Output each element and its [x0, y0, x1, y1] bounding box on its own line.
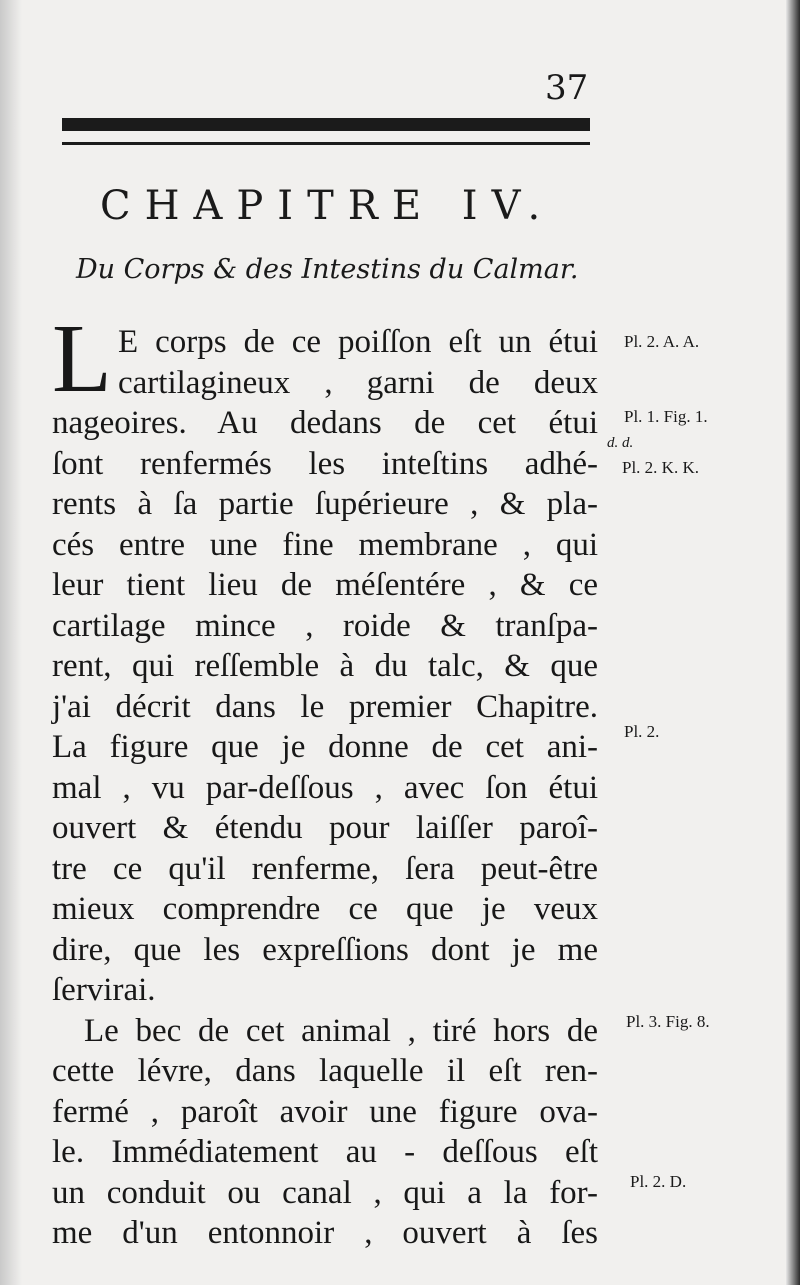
text-line: le. Immédiatement au - deſſous eſt — [52, 1134, 598, 1170]
text-line: leur tient lieu de méſentére , & ce — [52, 567, 598, 603]
text-line: fermé , paroît avoir une figure ova- — [52, 1093, 598, 1130]
margin-note: Pl. 1. Fig. 1. — [624, 407, 708, 426]
text-line: dire, que les expreſſions dont je me — [52, 931, 598, 968]
body-text — [52, 322, 598, 1254]
text-line: ſervirai. — [52, 972, 156, 1008]
page-gutter-shadow — [0, 0, 22, 1285]
page-number: 37 — [545, 68, 589, 108]
margin-note: Pl. 2. K. K. — [622, 458, 699, 477]
margin-note: Pl. 2. — [624, 722, 660, 741]
margin-note: Pl. 2. D. — [630, 1172, 687, 1191]
text-line: me d'un entonnoir , ouvert à ſes — [52, 1215, 598, 1251]
header-rule-thin — [62, 142, 590, 145]
text-line: E corps de ce poiſſon eſt un étui — [118, 324, 598, 360]
chapter-title: CHAPITRE IV. — [100, 183, 555, 229]
text-line: j'ai décrit dans le premier Chapitre. — [52, 688, 598, 725]
text-line: cartilage mince , roide & tranſpa- — [52, 607, 598, 644]
margin-note: d. d. — [607, 435, 634, 451]
text-line: rents à ſa partie ſupérieure , & pla- — [52, 486, 598, 522]
margin-note: Pl. 2. A. A. — [624, 332, 700, 351]
text-line: tre ce qu'il renferme, ſera peut-être — [52, 850, 598, 887]
text-line: ſont renfermés les inteſtins adhé- — [52, 445, 598, 482]
chapter-subtitle: Du Corps & des Intestins du Calmar. — [76, 254, 579, 285]
header-rule-thick — [62, 118, 590, 131]
text-line: rent, qui reſſemble à du talc, & que — [52, 648, 598, 684]
text-line: un conduit ou canal , qui a la for- — [52, 1174, 598, 1211]
margin-note: Pl. 3. Fig. 8. — [626, 1012, 710, 1031]
text-line: nageoires. Au dedans de cet étui — [52, 405, 598, 441]
text-line: mieux comprendre ce que je veux — [52, 891, 598, 927]
page-edge-shadow — [786, 0, 800, 1285]
text-line: Le bec de cet animal , tiré hors de — [84, 1012, 598, 1049]
text-line: cartilagineux , garni de deux — [118, 364, 598, 401]
text-line: cés entre une fine membrane , qui — [52, 526, 598, 563]
text-line: mal , vu par-deſſous , avec ſon étui — [52, 769, 598, 806]
drop-cap-letter: L — [52, 305, 112, 413]
text-line: La figure que je donne de cet ani- — [52, 729, 598, 765]
text-line: ouvert & étendu pour laiſſer paroî- — [52, 810, 598, 846]
text-line: cette lévre, dans laquelle il eſt ren- — [52, 1053, 598, 1089]
